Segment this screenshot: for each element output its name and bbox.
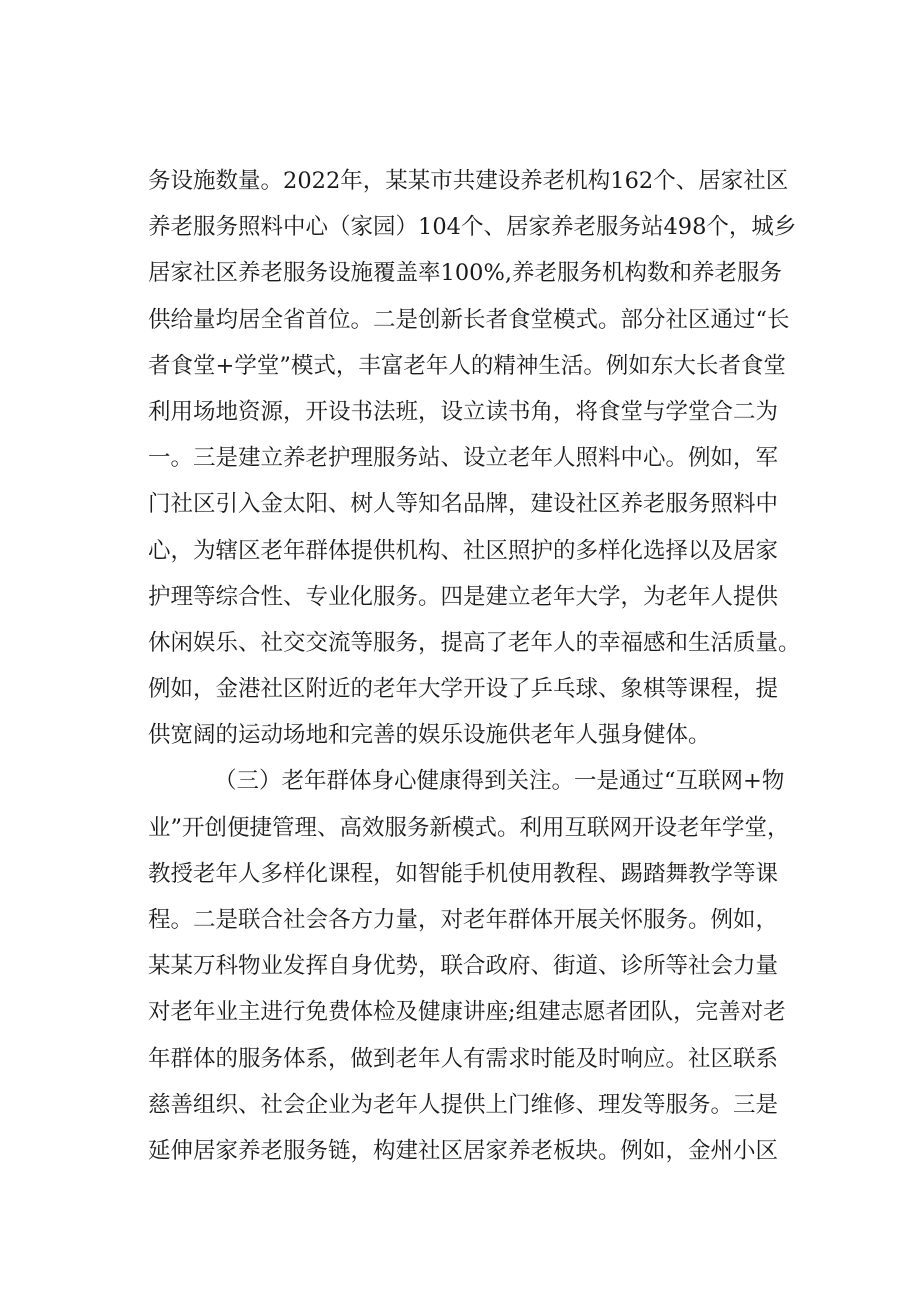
text-line: 某某万科物业发挥自身优势，联合政府、街道、诊所等社会力量: [148, 953, 779, 980]
text-line: 慈善组织、社会企业为老年人提供上门维修、理发等服务。三是: [148, 1091, 779, 1118]
text-line: 门社区引入金太阳、树人等知名品牌，建设社区养老服务照料中: [148, 491, 779, 518]
text-line: 者食堂+学堂”模式，丰富老年人的精神生活。例如东大长者食堂: [148, 352, 786, 379]
text-line: 务设施数量。2022年，某某市共建设养老机构162个、居家社区: [148, 168, 789, 194]
body-text: [148, 158, 808, 1174]
text-line: 一。三是建立养老护理服务站、设立老年人照料中心。例如，军: [148, 445, 779, 472]
text-line: 延伸居家养老服务链，构建社区居家养老板块。例如，金州小区: [148, 1137, 779, 1164]
text-line: 例如，金港社区附近的老年大学开设了乒乓球、象棋等课程，提: [148, 676, 779, 703]
section-heading-line: （三）老年群体身心健康得到关注。一是通过“互联网+物: [214, 768, 785, 795]
text-line: 供给量均居全省首位。二是创新长者食堂模式。部分社区通过“长: [148, 306, 790, 333]
text-line: 程。二是联合社会各方力量，对老年群体开展关怀服务。例如，: [148, 907, 779, 933]
text-line: 心，为辖区老年群体提供机构、社区照护的多样化选择以及居家: [148, 537, 779, 564]
text-line: 供宽阔的运动场地和完善的娱乐设施供老年人强身健体。: [148, 722, 711, 749]
text-line: 护理等综合性、专业化服务。四是建立老年大学，为老年人提供: [148, 583, 779, 610]
text-line: 年群体的服务体系，做到老年人有需求时能及时响应。社区联系: [148, 1045, 779, 1072]
text-line: 教授老年人多样化课程，如智能手机使用教程、踢踏舞教学等课: [148, 860, 779, 887]
text-line: 业”开创便捷管理、高效服务新模式。利用互联网开设老年学堂，: [148, 814, 790, 841]
text-line: 利用场地资源，开设书法班，设立读书角，将食堂与学堂合二为: [148, 398, 779, 425]
text-line: 居家社区养老服务设施覆盖率100%,养老服务机构数和养老服务: [148, 260, 782, 287]
text-line: 对老年业主进行免费体检及健康讲座;组建志愿者团队，完善对老: [148, 999, 786, 1026]
text-line: 休闲娱乐、社交交流等服务，提高了老年人的幸福感和生活质量。: [148, 629, 801, 656]
text-line: 养老服务照料中心（家园）104个、居家养老服务站498个，城乡: [148, 214, 797, 241]
